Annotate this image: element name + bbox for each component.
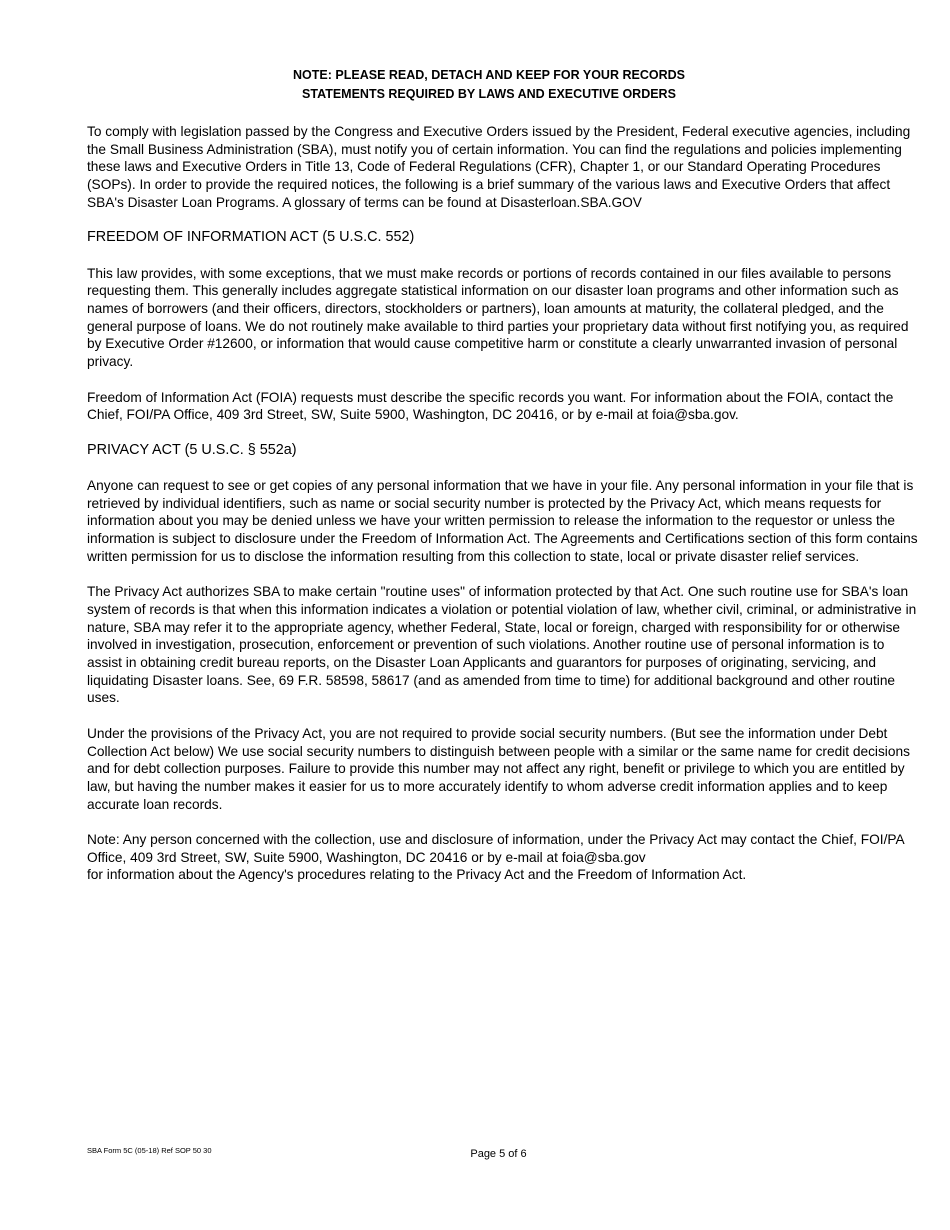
foia-paragraph-2: Freedom of Information Act (FOIA) requests must describe the specific records you want. For information about the FOIA, contact the Chief, FOI/PA Office, 409 3rd Street, SW, Suite 5900, Washington, DC 20416, or by e-mail at foia@sba.gov.: [87, 389, 894, 423]
privacy-note-line-1: Note: Any person concerned with the collection, use and disclosure of information, under the Privacy Act may contact the Chief, FOI/PA Office, 409 3rd Street, SW, Suite 5900, Washington, DC 20416 or by e-mail at foia@sba.gov: [87, 832, 904, 865]
foia-heading: FREEDOM OF INFORMATION ACT (5 U.S.C. 552): [87, 229, 415, 246]
privacy-heading: PRIVACY ACT (5 U.S.C. § 552a): [87, 441, 297, 458]
privacy-paragraph-3: Under the provisions of the Privacy Act, you are not required to provide social security numbers. (But see the information under Debt Collection Act below) We use social security numbers to distinguish between people with a similar or the same name for credit decisions and for debt collection purposes. Failure to provide this number may not affect any right, benefit or privilege to which you are entitled by law, but having the number makes it easier for us to more accurately identify to whom adverse credit information applies and to keep accurate loan records.: [87, 725, 910, 812]
privacy-paragraph-1: Anyone can request to see or get copies of any personal information that we have in your file. Any personal information in your file that is retrieved by individual identifiers, such as name or social security number is protected by the Privacy Act, which means requests for information about you may be denied unless we have your written permission to release the information to the requestor or unless the information is subject to disclosure under the Freedom of Information Act. The Agreements and Certifications section of this form contains written permission for us to disclose the information resulting from this collection to state, local or private disaster relief services.: [87, 477, 918, 564]
privacy-paragraph-2: The Privacy Act authorizes SBA to make certain "routine uses" of information protected by that Act. One such routine use for SBA's loan system of records is that when this information indicates a violation or potential violation of law, whether civil, criminal, or administrative in nature, SBA may refer it to the appropriate agency, whether Federal, State, local or foreign, charged with responsibility for or otherwise involved in investigation, prosecution, enforcement or prevention of such violations. Another routine use of personal information is to assist in obtaining credit bureau reports, on the Disaster Loan Applicants and guarantors for purposes of originating, servicing, and liquidating Disaster loans. See, 69 F.R. 58598, 58617 (and as amended from time to time) for additional background and other routine uses.: [87, 584, 917, 706]
privacy-note: [87, 831, 922, 884]
form-reference: SBA Form 5C (05-18) Ref SOP 50 30: [87, 1146, 212, 1155]
intro-paragraph: To comply with legislation passed by the Congress and Executive Orders issued by the President, Federal executive agencies, including the Small Business Administration (SBA), must notify you of certain information. You can find the regulations and policies implementing these laws and Executive Orders in Title 13, Code of Federal Regulations (CFR), Chapter 1, or our Standard Operating Procedures (SOPs). In order to provide the required notices, the following is a brief summary of the various laws and Executive Orders that affect SBA's Disaster Loan Programs. A glossary of terms can be found at Disasterloan.SBA.GOV: [87, 124, 911, 210]
page-number: Page 5 of 6: [470, 1148, 527, 1160]
foia-paragraph-1: This law provides, with some exceptions, that we must make records or portions of records contained in our files available to persons requesting them. This generally includes aggregate statistical information on our disaster loan programs and other information such as names of borrowers (and their officers, directors, stockholders or partners), loan amounts at maturity, the collateral pledged, and the general purpose of loans. We do not routinely make available to third parties your proprietary data without first notifying you, as required by Executive Order #12600, or information that would cause competitive harm or constitute a clearly unwarranted invasion of personal privacy.: [87, 265, 909, 370]
header-line-2: STATEMENTS REQUIRED BY LAWS AND EXECUTIVE ORDERS: [302, 87, 676, 101]
header-line-1: NOTE: PLEASE READ, DETACH AND KEEP FOR YOUR RECORDS: [293, 68, 685, 82]
privacy-note-line-2: for information about the Agency's procedures relating to the Privacy Act and the Freedom of Information Act.: [87, 867, 747, 883]
document-body: [87, 123, 922, 884]
notice-header: [0, 66, 950, 104]
